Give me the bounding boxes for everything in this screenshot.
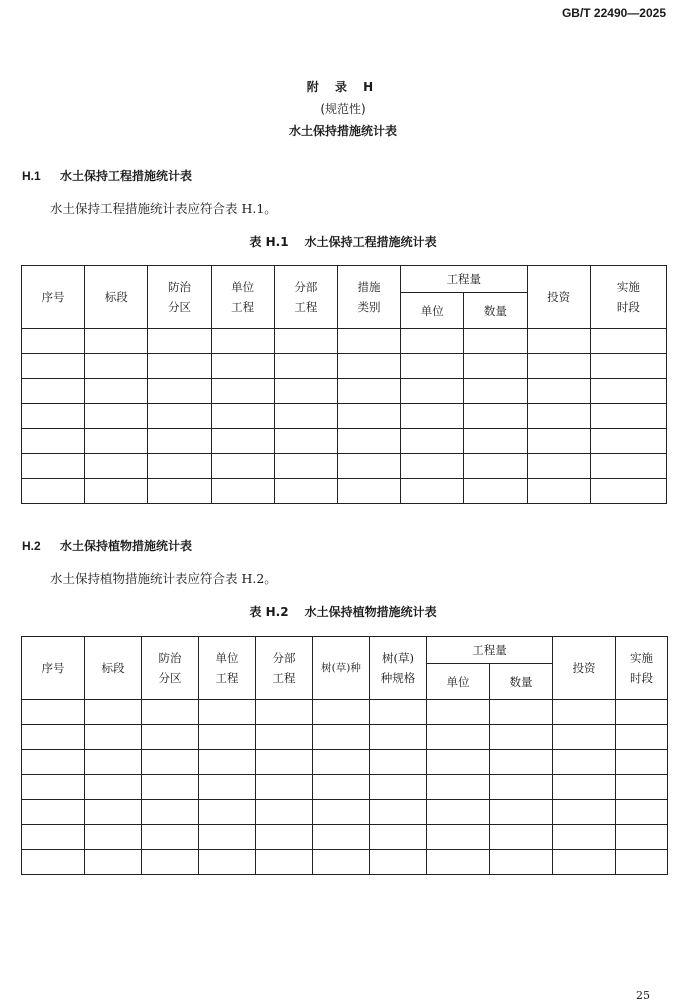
col-quantity-amount: 数量 [464, 293, 527, 329]
col-seq: 序号 [22, 637, 85, 700]
col-segment: 标段 [85, 637, 142, 700]
table-number: 表 H.1 [249, 235, 289, 249]
col-investment: 投资 [553, 637, 616, 700]
table-number: 表 H.2 [249, 605, 289, 619]
col-species-spec: 树(草) 种规格 [370, 637, 427, 700]
table-row [22, 825, 668, 850]
section-title: 水土保持植物措施统计表 [60, 539, 193, 553]
col-quantity-unit: 单位 [427, 664, 490, 700]
table-row [22, 329, 667, 354]
table-row [22, 429, 667, 454]
section-h2-text: 水土保持植物措施统计表应符合表 H.2。 [50, 571, 277, 586]
col-sub-project: 分部 工程 [274, 266, 337, 329]
col-zone: 防治 分区 [148, 266, 211, 329]
table-h2-caption [0, 603, 686, 620]
table-row [22, 454, 667, 479]
col-period: 实施 时段 [590, 266, 666, 329]
section-title: 水土保持工程措施统计表 [60, 169, 193, 183]
table-h1 [21, 265, 667, 504]
col-species: 树(草)种 [313, 637, 370, 700]
section-number: H.2 [22, 539, 41, 553]
section-number: H.1 [22, 169, 41, 183]
table-row [22, 354, 667, 379]
col-unit-project: 单位 工程 [199, 637, 256, 700]
col-period: 实施 时段 [616, 637, 668, 700]
table-h2 [21, 636, 668, 875]
section-h1-heading [22, 167, 192, 184]
col-sub-project: 分部 工程 [256, 637, 313, 700]
col-seq: 序号 [22, 266, 85, 329]
table-row [22, 775, 668, 800]
appendix-name: 水土保持措施统计表 [288, 124, 397, 138]
col-quantity: 工程量 [401, 266, 527, 293]
page-number: 25 [636, 989, 650, 1002]
table-row [22, 379, 667, 404]
table-row [22, 404, 667, 429]
table-title: 水土保持植物措施统计表 [304, 605, 437, 619]
col-quantity-amount: 数量 [490, 664, 553, 700]
col-investment: 投资 [527, 266, 590, 329]
section-h2-heading [22, 537, 192, 554]
col-quantity: 工程量 [427, 637, 553, 664]
table-header-row [22, 266, 667, 293]
table-row [22, 750, 668, 775]
table-h1-caption [0, 233, 686, 250]
table-row [22, 800, 668, 825]
appendix-title: 附 录 H [306, 80, 380, 94]
table-header-row [22, 637, 668, 664]
table-row [22, 725, 668, 750]
table-title: 水土保持工程措施统计表 [304, 235, 437, 249]
table-row [22, 850, 668, 875]
table-row [22, 700, 668, 725]
col-unit-project: 单位 工程 [211, 266, 274, 329]
section-h1-text: 水土保持工程措施统计表应符合表 H.1。 [50, 201, 277, 216]
col-measure-type: 措施 类别 [337, 266, 400, 329]
appendix-type: (规范性) [320, 102, 366, 116]
col-quantity-unit: 单位 [401, 293, 464, 329]
standard-number: GB/T 22490—2025 [561, 6, 666, 20]
col-zone: 防治 分区 [142, 637, 199, 700]
table-row [22, 479, 667, 504]
col-segment: 标段 [85, 266, 148, 329]
